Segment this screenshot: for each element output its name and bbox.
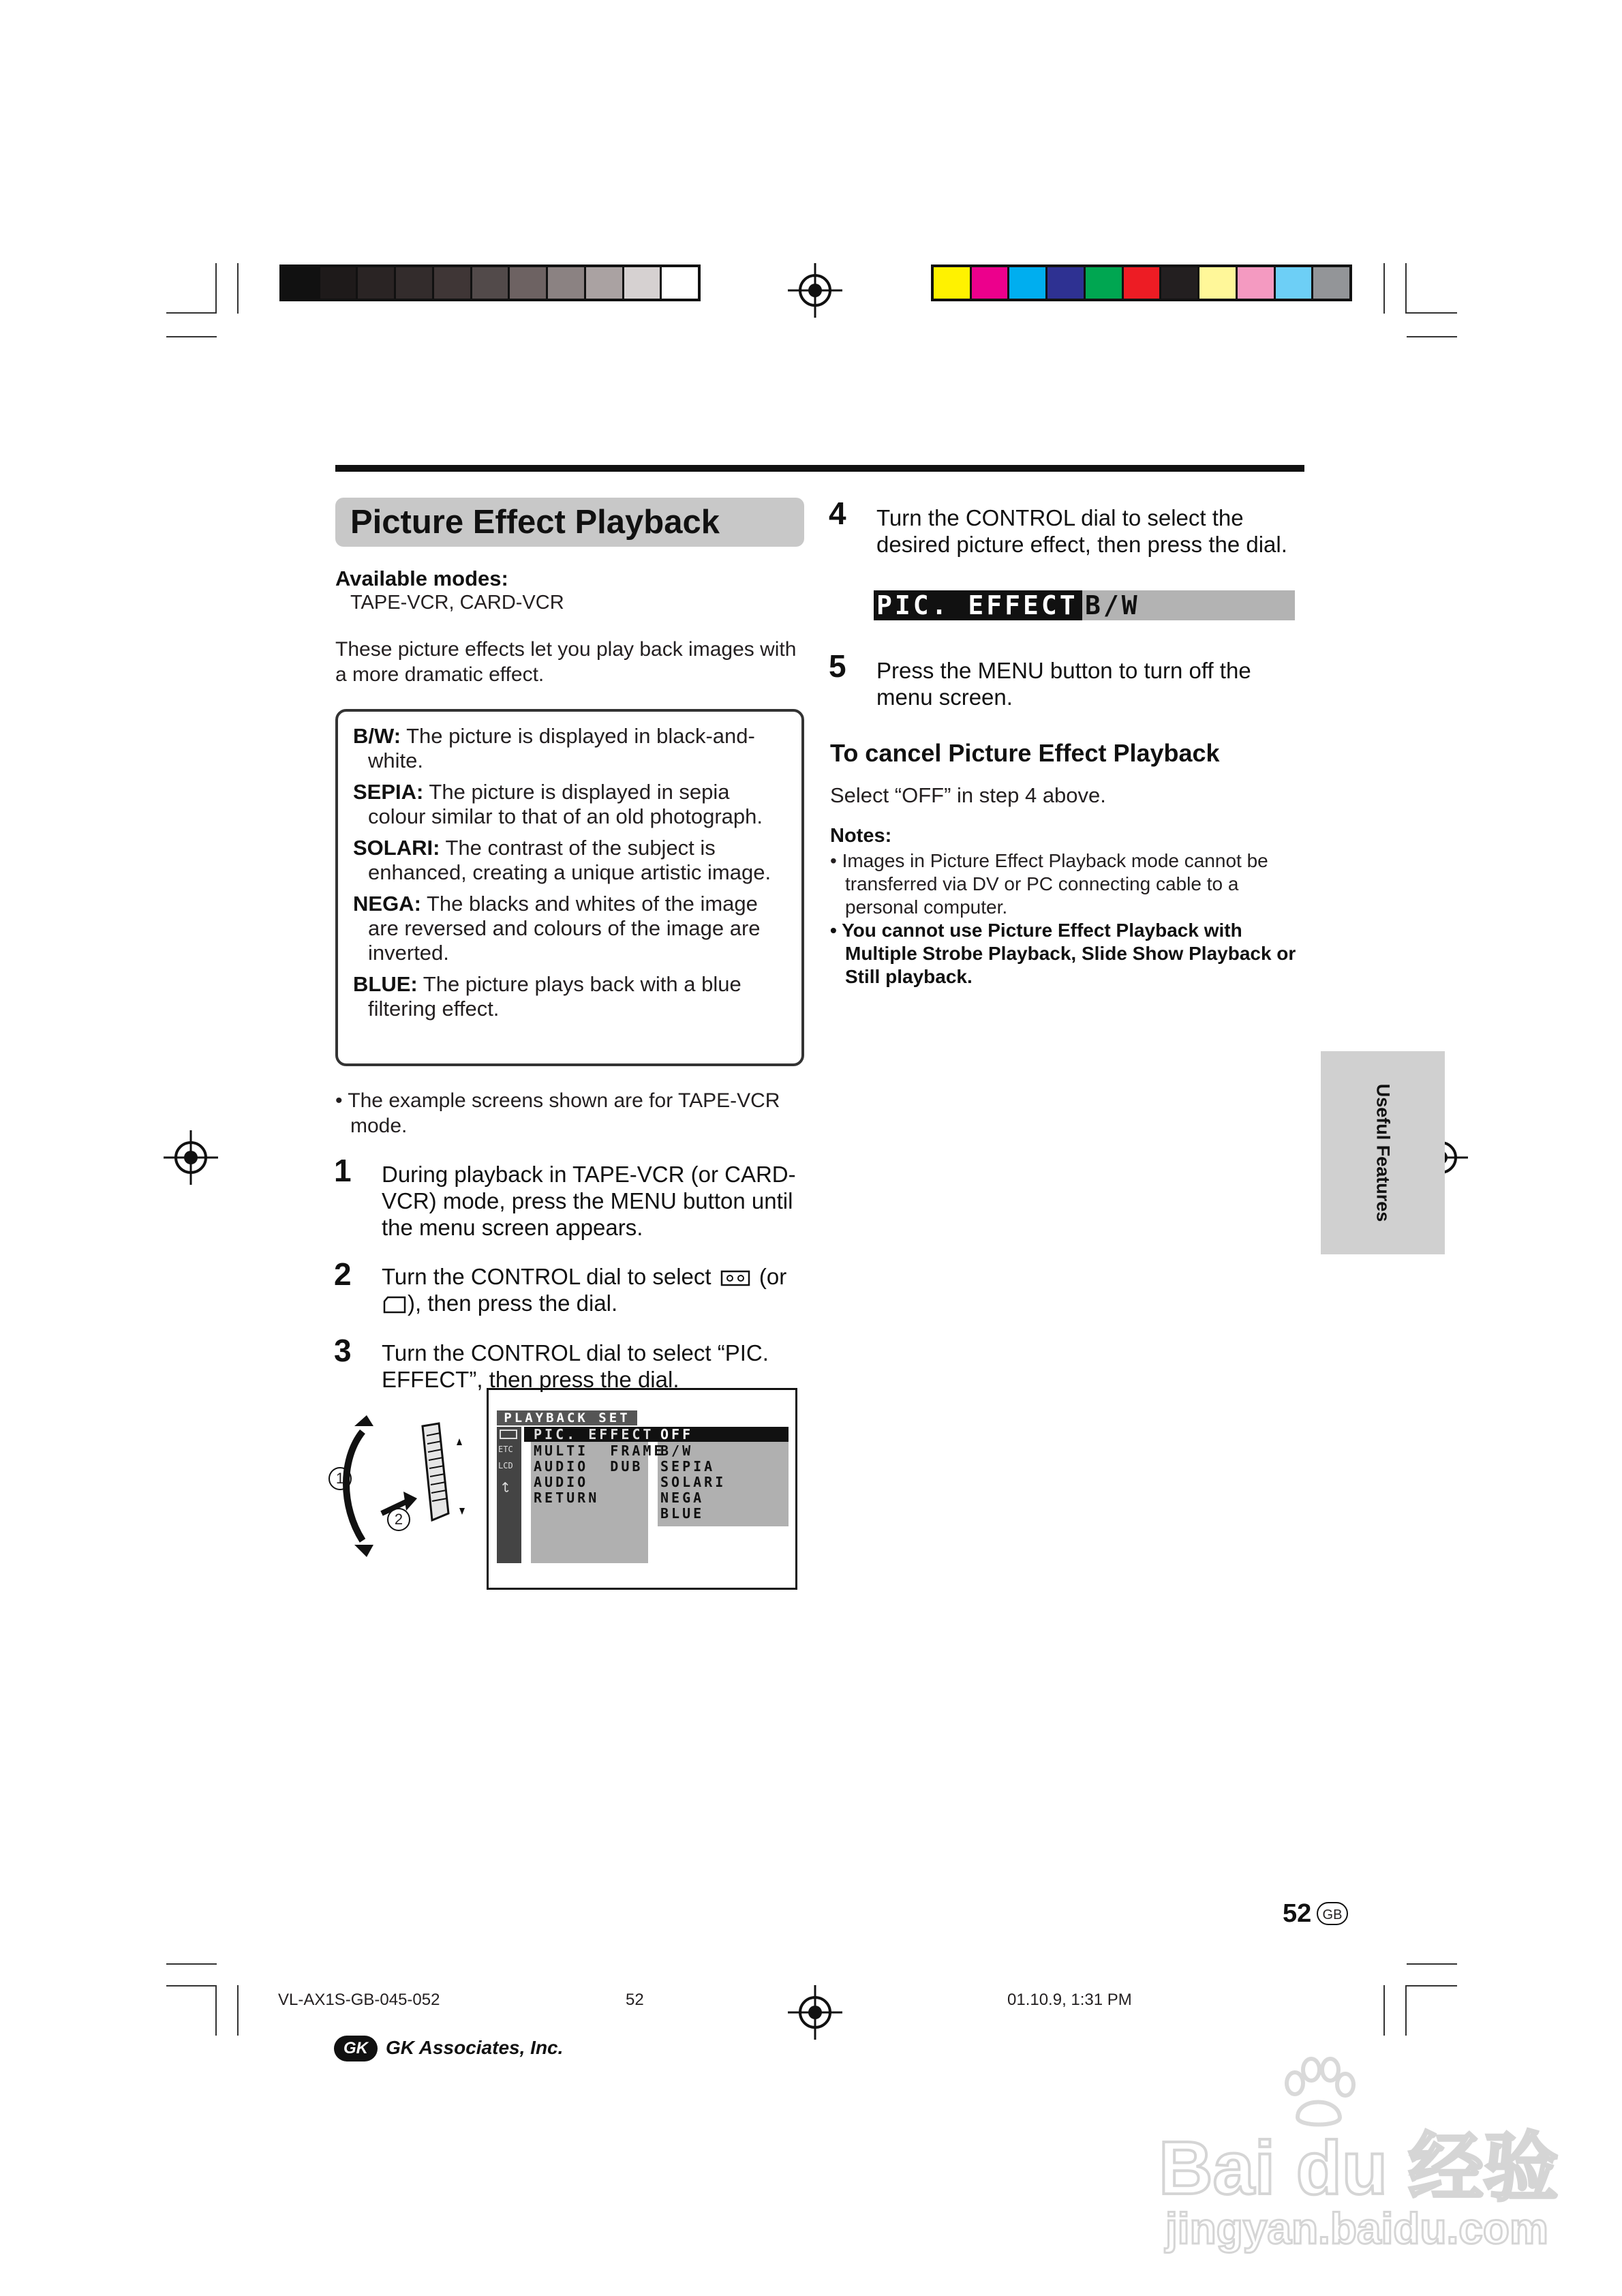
side-tab-label: Useful Features: [1373, 1083, 1394, 1222]
footer-file-id: VL-AX1S-GB-045-052: [278, 1991, 440, 2009]
swatch: [586, 267, 624, 299]
menu-side-icon-etc: ETC: [498, 1445, 513, 1454]
control-dial-illustration: [327, 1411, 477, 1561]
definition-sepia: [353, 780, 788, 829]
swatch: [1199, 267, 1238, 299]
swatch: [434, 267, 472, 299]
step-number: 5: [829, 648, 846, 684]
step-number: 4: [829, 496, 846, 531]
step-text: Turn the CONTROL dial to select the desired picture effect, then press the dial.: [876, 505, 1287, 557]
section-title: Picture Effect Playback: [335, 498, 804, 547]
note-item: • You cannot use Picture Effect Playback with Multiple Strobe Playback, Slide Show Playback or Still playback.: [830, 920, 1296, 987]
watermark-brand: Bai du 经验: [1159, 2126, 1559, 2210]
pic-effect-value: B/W: [1085, 590, 1140, 620]
step-text-part: (or: [759, 1264, 787, 1289]
footer-timestamp: 01.10.9, 1:31 PM: [1007, 1991, 1132, 2009]
intro-text: These picture effects let you play back images with a more dramatic effect.: [335, 638, 797, 686]
step-number: 1: [334, 1153, 352, 1188]
swatch: [472, 267, 510, 299]
menu-screen: [487, 1388, 797, 1590]
term: SOLARI:: [353, 836, 440, 860]
footer-company: GK Associates, Inc.: [386, 2037, 564, 2058]
registration-mark-icon: [164, 1130, 218, 1185]
grayscale-calibration-bar: [279, 265, 701, 301]
swatch: [320, 267, 358, 299]
note-item: • Images in Picture Effect Playback mode cannot be transferred via DV or PC connecting cable to a personal computer.: [830, 850, 1268, 918]
footer-page: 52: [626, 1991, 644, 2009]
swatch: [934, 267, 972, 299]
swatch: [396, 267, 434, 299]
definition-text: The picture plays back with a blue filtering effect.: [368, 972, 741, 1021]
swatch: [1124, 267, 1162, 299]
definition-text: The picture is displayed in black-and-white.: [368, 724, 755, 772]
effect-definitions-box: [335, 709, 804, 1066]
menu-option[interactable]: BLUE: [660, 1505, 705, 1522]
tape-icon: [720, 1269, 750, 1287]
menu-header: PLAYBACK SET: [497, 1410, 637, 1425]
menu-item[interactable]: AUDIO DUB: [534, 1458, 643, 1475]
example-note: • The example screens shown are for TAPE-VCR mode.: [335, 1089, 780, 1137]
menu-item[interactable]: MULTI FRAME: [534, 1442, 665, 1459]
menu-option[interactable]: SEPIA: [660, 1458, 716, 1475]
pic-effect-osd: [874, 590, 1295, 620]
menu-item[interactable]: AUDIO: [534, 1474, 589, 1490]
term: NEGA:: [353, 892, 421, 916]
registration-mark-icon: [788, 1985, 842, 2040]
region-badge: GB: [1317, 1902, 1348, 1925]
swatch: [1161, 267, 1199, 299]
pic-effect-label: PIC. EFFECT: [874, 590, 1082, 620]
swatch: [282, 267, 320, 299]
definition-bw: [353, 724, 788, 773]
color-calibration-bar: [931, 265, 1352, 301]
swatch: [358, 267, 396, 299]
swatch: [1313, 267, 1349, 299]
menu-item[interactable]: PIC. EFFECT: [534, 1426, 654, 1442]
swatch: [1047, 267, 1086, 299]
step-text-part: ), then press the dial.: [408, 1290, 618, 1316]
menu-option[interactable]: B/W: [660, 1442, 694, 1459]
term: SEPIA:: [353, 780, 424, 804]
cancel-text: Select “OFF” in step 4 above.: [830, 783, 1106, 807]
definition-solari: [353, 836, 788, 885]
step-number: 3: [334, 1333, 352, 1368]
watermark-url: jingyan.baidu.com: [1165, 2204, 1548, 2253]
definition-text: The picture is displayed in sepia colour similar to that of an old photograph.: [368, 780, 763, 828]
dial-label-2: 2: [387, 1508, 410, 1531]
step-text-part: Turn the CONTROL dial to select: [382, 1264, 711, 1289]
term: BLUE:: [353, 972, 418, 996]
step-text: Press the MENU button to turn off the menu screen.: [876, 658, 1251, 710]
menu-option[interactable]: OFF: [660, 1426, 694, 1442]
swatch: [1086, 267, 1124, 299]
swatch: [1009, 267, 1047, 299]
step-text: During playback in TAPE-VCR (or CARD-VCR) mode, press the MENU button until the menu screen appears.: [382, 1162, 796, 1240]
swatch: [548, 267, 586, 299]
page-number: 52: [1283, 1899, 1312, 1928]
notes-label: Notes:: [830, 825, 892, 847]
card-icon: [382, 1295, 408, 1314]
dial-label-1: 1: [328, 1467, 352, 1490]
step-text: Turn the CONTROL dial to select “PIC. EFFECT”, then press the dial.: [382, 1340, 769, 1392]
definition-nega: [353, 892, 788, 965]
swatch: [1238, 267, 1276, 299]
swatch: [662, 267, 698, 299]
gk-logo: GK: [334, 2036, 378, 2061]
swatch: [624, 267, 662, 299]
menu-return-icon: ↩: [497, 1481, 512, 1493]
menu-side-icon-lcd: LCD: [498, 1461, 513, 1470]
menu-item[interactable]: RETURN: [534, 1490, 600, 1506]
available-modes-label: Available modes:: [335, 567, 508, 590]
cancel-heading: To cancel Picture Effect Playback: [830, 739, 1220, 767]
definition-blue: [353, 972, 788, 1021]
swatch: [972, 267, 1010, 299]
menu-option[interactable]: SOLARI: [660, 1474, 726, 1490]
available-modes-value: TAPE-VCR, CARD-VCR: [350, 592, 564, 614]
step-number: 2: [334, 1256, 352, 1292]
swatch: [510, 267, 548, 299]
menu-tape-icon: [500, 1430, 517, 1439]
step-text: [382, 1263, 804, 1316]
menu-option[interactable]: NEGA: [660, 1490, 705, 1506]
section-side-tab: [1321, 1051, 1445, 1254]
definition-text: The contrast of the subject is enhanced, creating a unique artistic image.: [368, 836, 771, 884]
swatch: [1276, 267, 1314, 299]
term: B/W:: [353, 724, 401, 748]
section-rule: [335, 465, 1304, 472]
registration-mark-icon: [788, 263, 842, 318]
definition-text: The blacks and whites of the image are reversed and colours of the image are inverted.: [368, 892, 761, 965]
